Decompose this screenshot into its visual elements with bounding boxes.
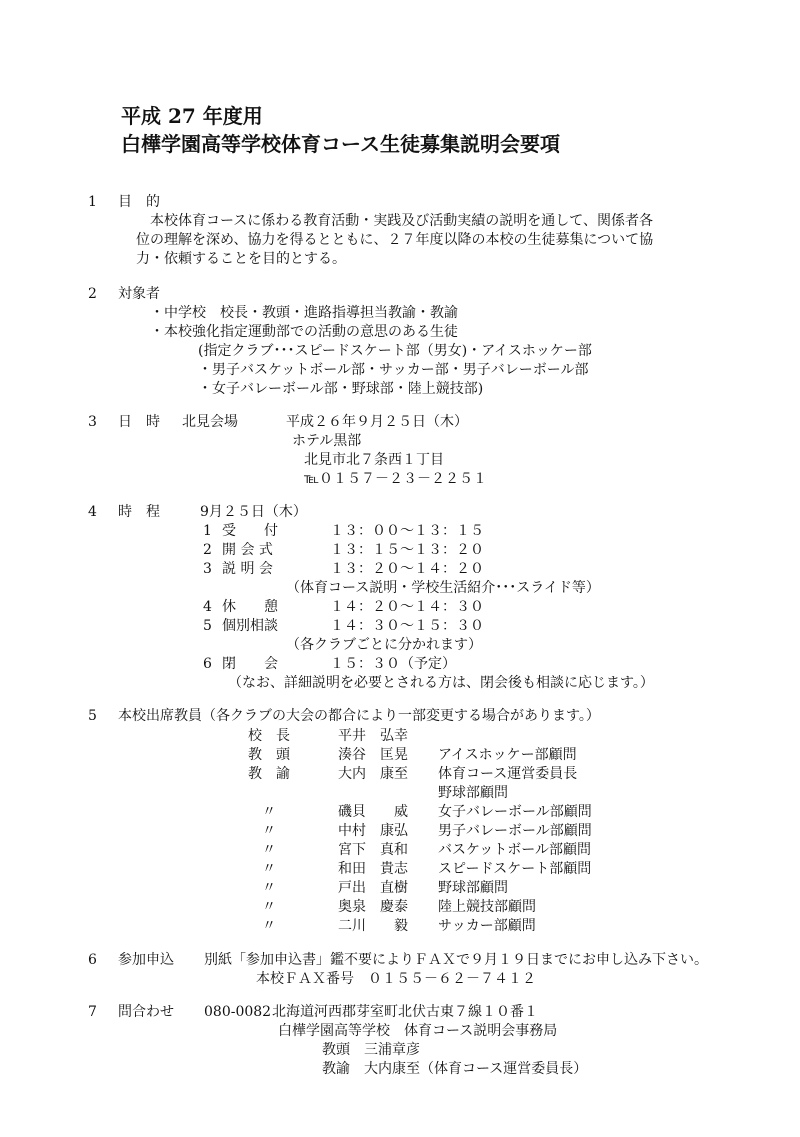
section-6-number: 6 — [88, 952, 97, 968]
schedule-label: 個別相談 — [222, 618, 278, 634]
staff-role: 〃 — [262, 823, 276, 839]
staff-name: 大内 康至 — [338, 766, 408, 782]
section-2-line-4: ・男子バスケットボール部・サッカー部・男子バレーボール部 — [198, 362, 589, 378]
schedule-no: 2 — [203, 542, 212, 558]
section-6-heading: 参加申込 — [118, 952, 174, 968]
schedule-note-end: （なお、詳細説明を必要とされる方は、閉会後も相談に応じます。） — [228, 675, 654, 691]
schedule-no: 4 — [203, 599, 212, 615]
section-3-tel: ℡０１５７－２３－２２５１ — [304, 471, 488, 487]
staff-role: 〃 — [262, 804, 276, 820]
section-2-number: 2 — [88, 286, 97, 302]
section-1-line-1: 本校体育コースに係わる教育活動・実践及び活動実績の説明を通して、関係者各 — [150, 213, 654, 229]
section-2-line-5: ・女子バレーボール部・野球部・陸上競技部) — [198, 381, 484, 397]
section-1-line-2: 位の理解を深め、協力を得るとともに、２７年度以降の本校の生徒募集について協 — [136, 232, 654, 248]
section-1-number: 1 — [88, 194, 97, 210]
section-2-heading: 対象者 — [118, 286, 160, 302]
section-1-heading: 目 的 — [118, 194, 160, 210]
section-2-line-2: ・本校強化指定運動部での活動の意思のある生徒 — [150, 324, 458, 340]
staff-duty: 野球部顧問 — [438, 880, 508, 896]
staff-name: 戸出 直樹 — [338, 880, 408, 896]
staff-name: 和田 貴志 — [338, 861, 408, 877]
section-5-number: 5 — [88, 708, 97, 724]
section-3-date: 平成２６年９月２５日（木） — [286, 414, 468, 430]
schedule-note-session: （体育コース説明・学校生活紹介･･･スライド等） — [286, 580, 600, 596]
staff-duty: サッカー部顧問 — [438, 918, 536, 934]
staff-role: 〃 — [262, 861, 276, 877]
schedule-time: １３：２０～１４：２０ — [330, 561, 484, 577]
staff-name: 二川 毅 — [338, 918, 408, 934]
schedule-no: 1 — [203, 523, 212, 539]
schedule-label: 閉 会 — [222, 656, 278, 672]
section-6-fax: 本校ＦＡＸ番号 ０１５５－６２－７４１２ — [256, 971, 536, 987]
schedule-label: 説 明 会 — [222, 561, 273, 577]
section-3-place: ホテル黒部 — [292, 433, 362, 449]
staff-name: 湊谷 匡晃 — [338, 747, 408, 763]
section-4-date: 9月２５日（木） — [200, 504, 307, 520]
staff-role: 〃 — [262, 842, 276, 858]
schedule-time: １３：００～１３：１５ — [330, 523, 484, 539]
staff-duty: 女子バレーボール部顧問 — [438, 804, 592, 820]
staff-duty: アイスホッケー部顧問 — [438, 747, 577, 763]
schedule-time: １５：３０（予定） — [330, 656, 456, 672]
section-3-heading: 日 時 — [118, 414, 160, 430]
staff-duty: 野球部顧問 — [438, 785, 508, 801]
schedule-no: 6 — [203, 656, 212, 672]
schedule-no: 5 — [203, 618, 212, 634]
staff-name: 宮下 真和 — [338, 842, 408, 858]
staff-duty: 体育コース運営委員長 — [438, 766, 578, 782]
section-7-address: 北海道河西郡芽室町北伏古東７線１０番１ — [272, 1004, 538, 1020]
schedule-time: １４：２０～１４：３０ — [330, 599, 484, 615]
schedule-note-consult: （各クラブごとに分かれます） — [286, 637, 482, 653]
section-2-line-3: (指定クラブ･･･スピードスケート部（男女)・アイスホッケー部 — [198, 343, 592, 359]
schedule-label: 休 憩 — [222, 599, 278, 615]
title-year: 平成 27 年度用 — [121, 104, 263, 128]
schedule-time: １３：１５～１３：２０ — [330, 542, 484, 558]
section-3-number: 3 — [88, 414, 97, 430]
section-3-venue: 北見会場 — [182, 414, 238, 430]
staff-role: 〃 — [262, 918, 276, 934]
section-6-text: 別紙「参加申込書」鑑不要によりＦＡＸで９月１９日までにお申し込み下さい。 — [204, 952, 708, 968]
staff-role: 校 長 — [248, 728, 290, 744]
section-3-address: 北見市北７条西１丁目 — [304, 452, 444, 468]
staff-duty: 陸上競技部顧問 — [438, 899, 536, 915]
staff-duty: 男子バレーボール部顧問 — [438, 823, 592, 839]
section-7-number: 7 — [88, 1004, 97, 1020]
section-7-contact-1: 教頭 三浦章彦 — [322, 1042, 420, 1058]
section-5-heading: 本校出席教員（各クラブの大会の都合により一部変更する場合があります。） — [118, 708, 600, 724]
section-7-office: 白樺学園高等学校 体育コース説明会事務局 — [278, 1023, 558, 1039]
document-title: 白樺学園高等学校体育コース生徒募集説明会要項 — [121, 132, 560, 156]
staff-name: 中村 康弘 — [338, 823, 408, 839]
schedule-time: １４：３０～１５：３０ — [330, 618, 484, 634]
section-7-contact-2: 教諭 大内康至（体育コース運営委員長） — [322, 1061, 588, 1077]
schedule-label: 受 付 — [222, 523, 278, 539]
staff-role: 教 頭 — [248, 747, 290, 763]
section-4-heading: 時 程 — [118, 504, 160, 520]
staff-role: 〃 — [262, 880, 276, 896]
section-7-heading: 問合わせ — [118, 1004, 174, 1020]
section-2-line-1: ・中学校 校長・教頭・進路指導担当教諭・教諭 — [150, 305, 458, 321]
staff-name: 奥泉 慶泰 — [338, 899, 408, 915]
staff-name: 平井 弘幸 — [338, 728, 408, 744]
section-4-number: 4 — [88, 504, 97, 520]
schedule-label: 開 会 式 — [222, 542, 273, 558]
section-7-zip: 080-0082 — [204, 1004, 272, 1020]
section-1-line-3: 力・依頼することを目的とする。 — [136, 251, 346, 267]
staff-duty: スピードスケート部顧問 — [438, 861, 592, 877]
staff-role: 〃 — [262, 899, 276, 915]
staff-name: 磯貝 威 — [338, 804, 408, 820]
staff-duty: バスケットボール部顧問 — [438, 842, 592, 858]
staff-role: 教 諭 — [248, 766, 290, 782]
schedule-no: 3 — [203, 561, 212, 577]
